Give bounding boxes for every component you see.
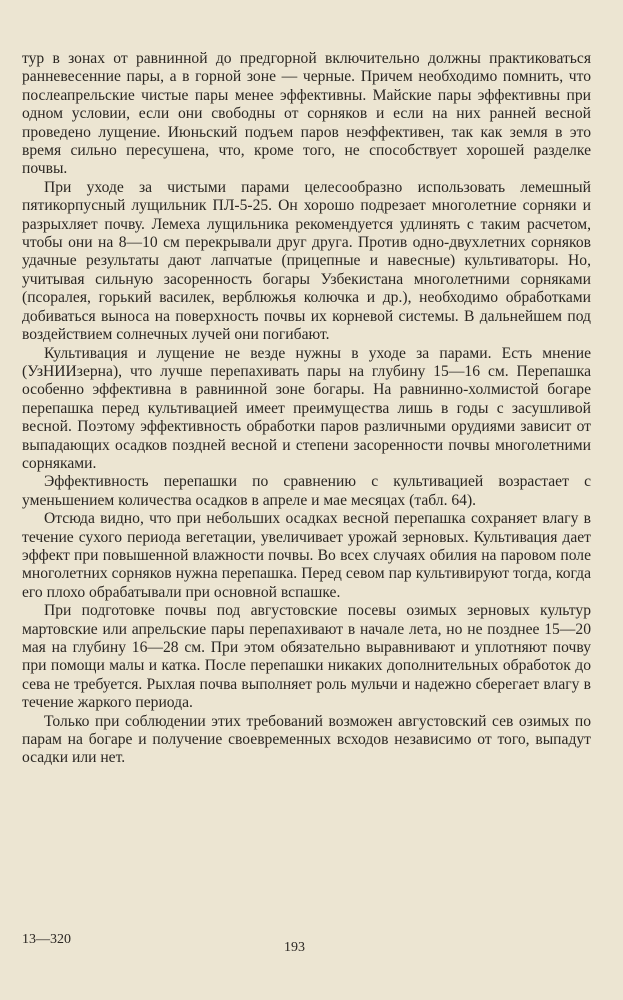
- paragraph: Эффективность перепашки по сравнению с культивацией возрастает с уменьшением количества осадков в апреле и мае месяцах (табл. 64).: [22, 473, 591, 509]
- paragraph: При подготовке почвы под августовские посевы озимых зерновых культур мартовские или апрельские пары перепахивают в начале лета, но не позднее 15—20 мая на глубину 16—28 см. При этом обязательно выравнивают и уплотняют почву при помощи малы и катка. После перепашки никаких дополнительных обработок до сева не требуется. Рыхлая почва выполняет роль мульчи и надежно сберегает влагу в течение жаркого периода.: [22, 602, 591, 712]
- printer-signature: 13—320: [22, 932, 71, 947]
- paragraph: Только при соблюдении этих требований возможен августовский сев озимых по парам на богаре и получение своевременных всходов независимо от того, выпадут осадки или нет.: [22, 712, 591, 767]
- paragraph: Отсюда видно, что при небольших осадках весной перепашка сохраняет влагу в течение сухого периода вегетации, увеличивает урожай зерновых. Культивация дает эффект при повышенной влажности почвы. Во всех случаях обилия на паровом поле многолетних сорняков нужна перепашка. Перед севом пар культивируют тогда, когда его плохо обрабатывали при основной вспашке.: [22, 510, 591, 601]
- page-footer: [22, 932, 591, 955]
- body-text: [22, 50, 591, 768]
- paragraph: Культивация и лущение не везде нужны в уходе за парами. Есть мнение (УзНИИзерна), что лучше перепахивать пары на глубину 15—16 см. Перепашка особенно эффективна в равнинной зоне богары. На равнинно-холмистой богаре перепашка перед культивацией имеет преимущества лишь в годы с засушливой весной. Поэтому эффективность обработки паров различными орудиями зависит от выпадающих осадков поздней весной и степени засоренности почвы многолетними сорняками.: [22, 344, 591, 472]
- paragraph: При уходе за чистыми парами целесообразно использовать лемешный пятикорпусный лущильник ПЛ-5-25. Он хорошо подрезает многолетние сорняки и разрыхляет почву. Лемеха лущильника рекомендуется удлинять с таким расчетом, чтобы они на 8—10 см перекрывали друг друга. Против одно-двухлетних сорняков удачные результаты дают лапчатые (прицепные и навесные) культиваторы. Но, учитывая сильную засоренность богары Узбекистана многолетними сорняками (псоралея, горький василек, верблюжья колючка и др.), необходимо обработками добиваться выноса на поверхность почвы их корневой системы. В дальнейшем под воздействием солнечных лучей они погибают.: [22, 178, 591, 344]
- paragraph: тур в зонах от равнинной до предгорной включительно должны практиковаться ранневесенние пары, а в горной зоне — черные. Причем необходимо помнить, что послеапрельские чистые пары менее эффективны. Майские пары эффективны при одном условии, если они свободны от сорняков и если на них ранней весной проведено лущение. Июньский подъем паров неэффективен, так как земля в это время сильно пересушена, что, кроме того, не способствует хорошей разделке почвы.: [22, 50, 591, 178]
- page-number: 193: [284, 940, 305, 955]
